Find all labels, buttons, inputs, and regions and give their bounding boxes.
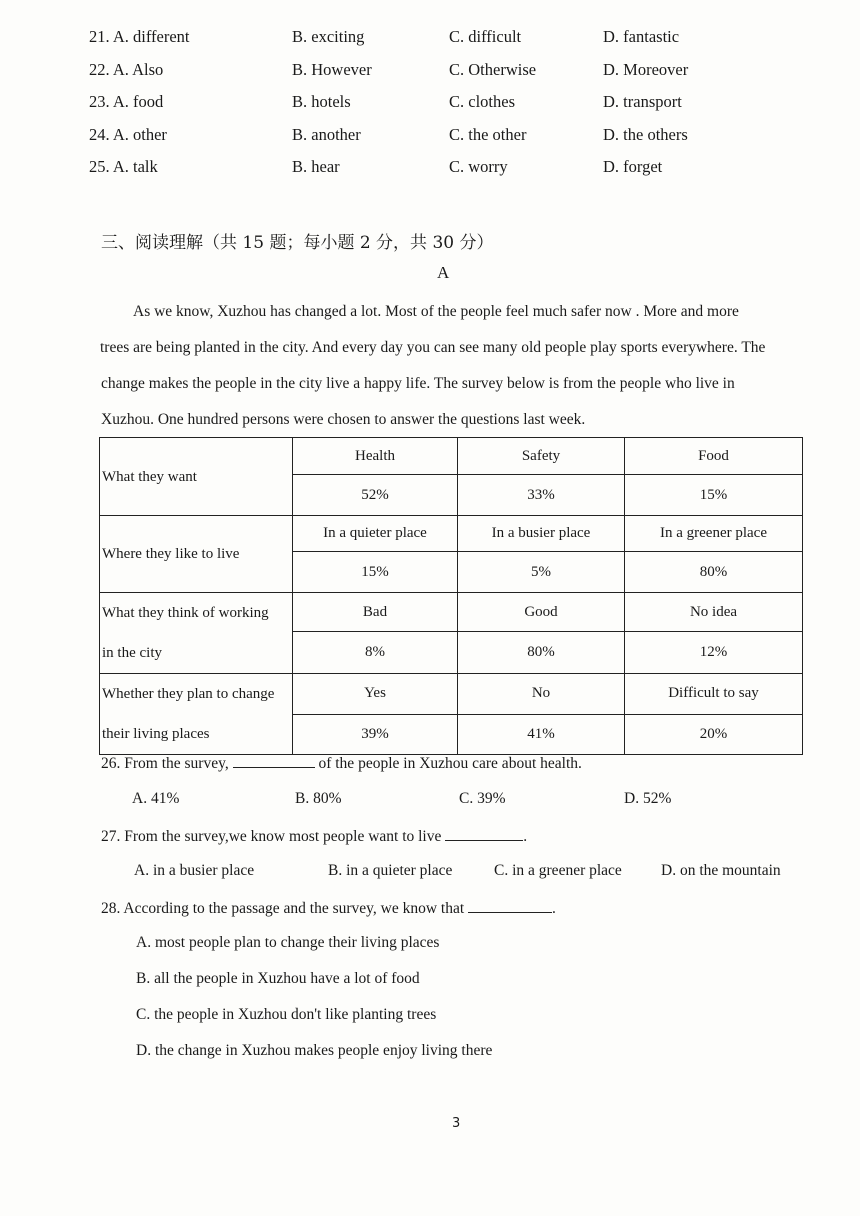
table-value-cell: 33% bbox=[458, 475, 625, 516]
question-text: 27. From the survey,we know most people want to live bbox=[101, 828, 442, 845]
table-value-cell: 20% bbox=[625, 714, 803, 755]
option-a: 24. A. other bbox=[89, 125, 167, 144]
row-label: What they think of working in the city bbox=[100, 593, 293, 674]
option-c: C. clothes bbox=[449, 92, 515, 111]
choice-d: D. on the mountain bbox=[661, 862, 781, 879]
option-a: 23. A. food bbox=[89, 92, 164, 111]
table-value-cell: 80% bbox=[458, 632, 625, 674]
option-a: 21. A. different bbox=[89, 27, 190, 46]
choice-a: A. most people plan to change their living places bbox=[136, 934, 440, 951]
table-value-cell: 5% bbox=[458, 552, 625, 593]
table-header-cell: Bad bbox=[293, 593, 458, 632]
question-26 bbox=[101, 753, 582, 773]
row-label: Where they like to live bbox=[100, 516, 293, 593]
table-header-cell: No idea bbox=[625, 593, 803, 632]
table-value-cell: 15% bbox=[625, 475, 803, 516]
table-value-cell: 80% bbox=[625, 552, 803, 593]
option-b: B. However bbox=[292, 60, 372, 79]
passage-line: trees are being planted in the city. And every day you can see many old people play sports everywhere. The bbox=[100, 339, 766, 356]
answer-blank bbox=[468, 898, 552, 913]
question-text: 26. From the survey, bbox=[101, 755, 229, 772]
table-row bbox=[100, 593, 803, 632]
answer-blank bbox=[233, 753, 315, 768]
question-text: 28. According to the passage and the survey, we know that bbox=[101, 900, 465, 917]
option-row-23 bbox=[0, 92, 860, 122]
option-b: B. another bbox=[292, 125, 361, 144]
choice-c: C. 39% bbox=[459, 790, 506, 807]
option-d: D. transport bbox=[603, 92, 682, 111]
option-a: 22. A. Also bbox=[89, 60, 164, 79]
choice-b: B. all the people in Xuzhou have a lot of food bbox=[136, 970, 420, 987]
table-header-cell: Yes bbox=[293, 674, 458, 715]
choice-b: B. 80% bbox=[295, 790, 342, 807]
option-c: C. difficult bbox=[449, 27, 522, 46]
option-b: B. exciting bbox=[292, 27, 365, 46]
choice-d: D. 52% bbox=[624, 790, 672, 807]
table-value-cell: 8% bbox=[293, 632, 458, 674]
choice-b: B. in a quieter place bbox=[328, 862, 453, 879]
option-a: 25. A. talk bbox=[89, 157, 158, 176]
table-row bbox=[100, 674, 803, 715]
passage bbox=[101, 294, 801, 438]
table-row bbox=[100, 438, 803, 475]
survey-table bbox=[99, 437, 803, 755]
passage-line: As we know, Xuzhou has changed a lot. Most of the people feel much safer now . More and more bbox=[133, 303, 739, 320]
choice-a: A. in a busier place bbox=[134, 862, 255, 879]
section-title: 三、阅读理解（共 15 题；每小题 2 分，共 30 分） bbox=[101, 233, 494, 253]
table-header-cell: Food bbox=[625, 438, 803, 475]
table-header-cell: Difficult to say bbox=[625, 674, 803, 715]
table-row bbox=[100, 516, 803, 552]
choice-c: C. the people in Xuzhou don't like planting trees bbox=[136, 1006, 437, 1023]
table-value-cell: 41% bbox=[458, 714, 625, 755]
page-number: 3 bbox=[452, 1116, 461, 1131]
option-row-22 bbox=[0, 60, 860, 90]
question-28 bbox=[101, 898, 556, 918]
table-value-cell: 39% bbox=[293, 714, 458, 755]
table-header-cell: Good bbox=[458, 593, 625, 632]
table-header-cell: Health bbox=[293, 438, 458, 475]
passage-line: Xuzhou. One hundred persons were chosen to answer the questions last week. bbox=[101, 411, 586, 428]
option-d: D. the others bbox=[603, 125, 688, 144]
option-d: D. forget bbox=[603, 157, 663, 176]
passage-label: A bbox=[437, 263, 450, 282]
table-header-cell: In a greener place bbox=[625, 516, 803, 552]
row-label: What they want bbox=[100, 438, 293, 516]
option-row-25 bbox=[0, 157, 860, 187]
option-row-21 bbox=[0, 27, 860, 57]
option-row-24 bbox=[0, 125, 860, 155]
table-value-cell: 52% bbox=[293, 475, 458, 516]
question-27 bbox=[101, 826, 527, 846]
table-value-cell: 12% bbox=[625, 632, 803, 674]
table-header-cell: In a quieter place bbox=[293, 516, 458, 552]
table-header-cell: No bbox=[458, 674, 625, 715]
table-header-cell: Safety bbox=[458, 438, 625, 475]
table-header-cell: In a busier place bbox=[458, 516, 625, 552]
option-b: B. hear bbox=[292, 157, 340, 176]
answer-blank bbox=[445, 826, 523, 841]
table-value-cell: 15% bbox=[293, 552, 458, 593]
option-d: D. Moreover bbox=[603, 60, 689, 79]
choice-c: C. in a greener place bbox=[494, 862, 622, 879]
passage-line: change makes the people in the city live a happy life. The survey below is from the people who live in bbox=[101, 375, 735, 392]
question-text: . bbox=[523, 828, 528, 845]
choice-a: A. 41% bbox=[132, 790, 180, 807]
question-text: of the people in Xuzhou care about health. bbox=[318, 755, 582, 772]
choice-d: D. the change in Xuzhou makes people enjoy living there bbox=[136, 1042, 493, 1059]
question-text: . bbox=[552, 900, 556, 917]
option-d: D. fantastic bbox=[603, 27, 680, 46]
option-c: C. the other bbox=[449, 125, 527, 144]
row-label: Whether they plan to change their living places bbox=[100, 674, 293, 755]
option-b: B. hotels bbox=[292, 92, 351, 111]
option-c: C. Otherwise bbox=[449, 60, 537, 79]
option-c: C. worry bbox=[449, 157, 508, 176]
